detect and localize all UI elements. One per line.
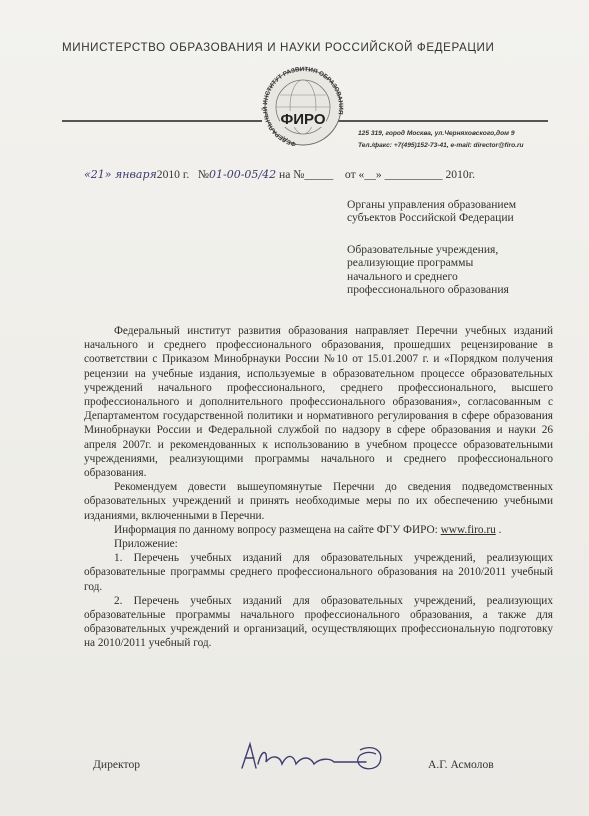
from-year: 2010г. <box>445 168 476 181</box>
recipient-line: профессионального образования <box>347 283 509 297</box>
from-blank: __________ <box>384 168 443 181</box>
address-line: 125 319, город Москва, ул.Черняховского,дом 9 <box>358 130 515 137</box>
signatory-name: А.Г. Асмолов <box>428 758 494 771</box>
date-number-line <box>84 168 475 181</box>
ref-label: на №_____ <box>279 168 334 181</box>
logo-text: ФИРО <box>280 111 326 128</box>
signatory-title: Директор <box>93 758 141 771</box>
recipient-line: субъектов Российской Федерации <box>347 211 514 225</box>
date-year: 2010 г. <box>156 168 190 181</box>
header-rule-left <box>62 120 262 122</box>
info-suffix: . <box>495 523 502 536</box>
recipient-block-2 <box>347 243 509 297</box>
ministry-heading: МИНИСТЕРСТВО ОБРАЗОВАНИЯ И НАУКИ РОССИЙСКОЙ ФЕДЕРАЦИИ <box>62 41 495 54</box>
from-label: от «__» <box>344 168 382 181</box>
attachments-heading: Приложение: <box>114 538 178 551</box>
handwritten-signature <box>236 738 396 778</box>
contacts-line: Тел./факс: +7(495)152-73-41, e-mail: director@firo.ru <box>358 142 524 149</box>
info-text: Информация по данному вопросу размещена на сайте ФГУ ФИРО: <box>114 523 441 536</box>
address-block <box>358 128 524 152</box>
body-paragraph: Рекомендуем довести вышеупомянутые Перечни до сведения подведомственных образовательных учреждений и принять необходимые меры по их обеспечению учебными изданиями, включенными в Перечни. <box>84 481 553 522</box>
header-rule-right <box>338 120 548 122</box>
body-paragraph <box>84 523 553 537</box>
firo-logo <box>258 65 348 150</box>
attachment-item: 2. Перечень учебных изданий для образовательных учреждений, реализующих образовательные программы начального профессионального образования, а также для образовательных учреждений и организаций, осуществляющих профессиональную подготовку на 2010/2011 учебный год. <box>84 594 553 650</box>
logo-ring-text: ФЕДЕРАЛЬНЫЙ ИНСТИТУТ РАЗВИТИЯ ОБРАЗОВАНИЯ <box>261 65 345 148</box>
recipient-block-1 <box>347 198 516 225</box>
recipient-line: реализующие программы <box>347 256 474 270</box>
letter-body <box>84 324 553 651</box>
number-label: № <box>197 168 209 181</box>
firo-website-link[interactable]: www.firo.ru <box>440 523 496 536</box>
recipient-line: Органы управления образованием <box>347 198 517 211</box>
body-paragraph: Федеральный институт развития образования направляет Перечни учебных изданий начального и среднего профессионального образования, прошедших рецензирование в соответствии с Приказом Минобрнауки России №10 от 15.01.2007 г. и «Порядком получения рецензии на учебные издания, используемые в образовательном процессе образовательных учреждений начального профессионального, среднего профессионального, высшего профессионального и дополнительного профессионального образования», согласованным с Департаментом государственной политики и нормативного регулирования в сфере образования Минобрнауки России и Федеральной службой по надзору в сфере образования и науки 26 апреля 2007г. и рекомендованных к использованию в учебном процессе образовательными учреждениями, реализующими программы начального и среднего профессионального образования. <box>84 325 553 480</box>
handwritten-number: 01-00-05/42 <box>208 168 277 181</box>
attachment-item: 1. Перечень учебных изданий для образовательных учреждений, реализующих образовательные программы среднего профессионального образования на 2010/2011 учебный год. <box>84 552 553 593</box>
handwritten-date: «21» января <box>84 168 157 181</box>
recipient-line: начального и среднего <box>347 269 458 283</box>
recipient-line: Образовательные учреждения, <box>347 243 499 256</box>
